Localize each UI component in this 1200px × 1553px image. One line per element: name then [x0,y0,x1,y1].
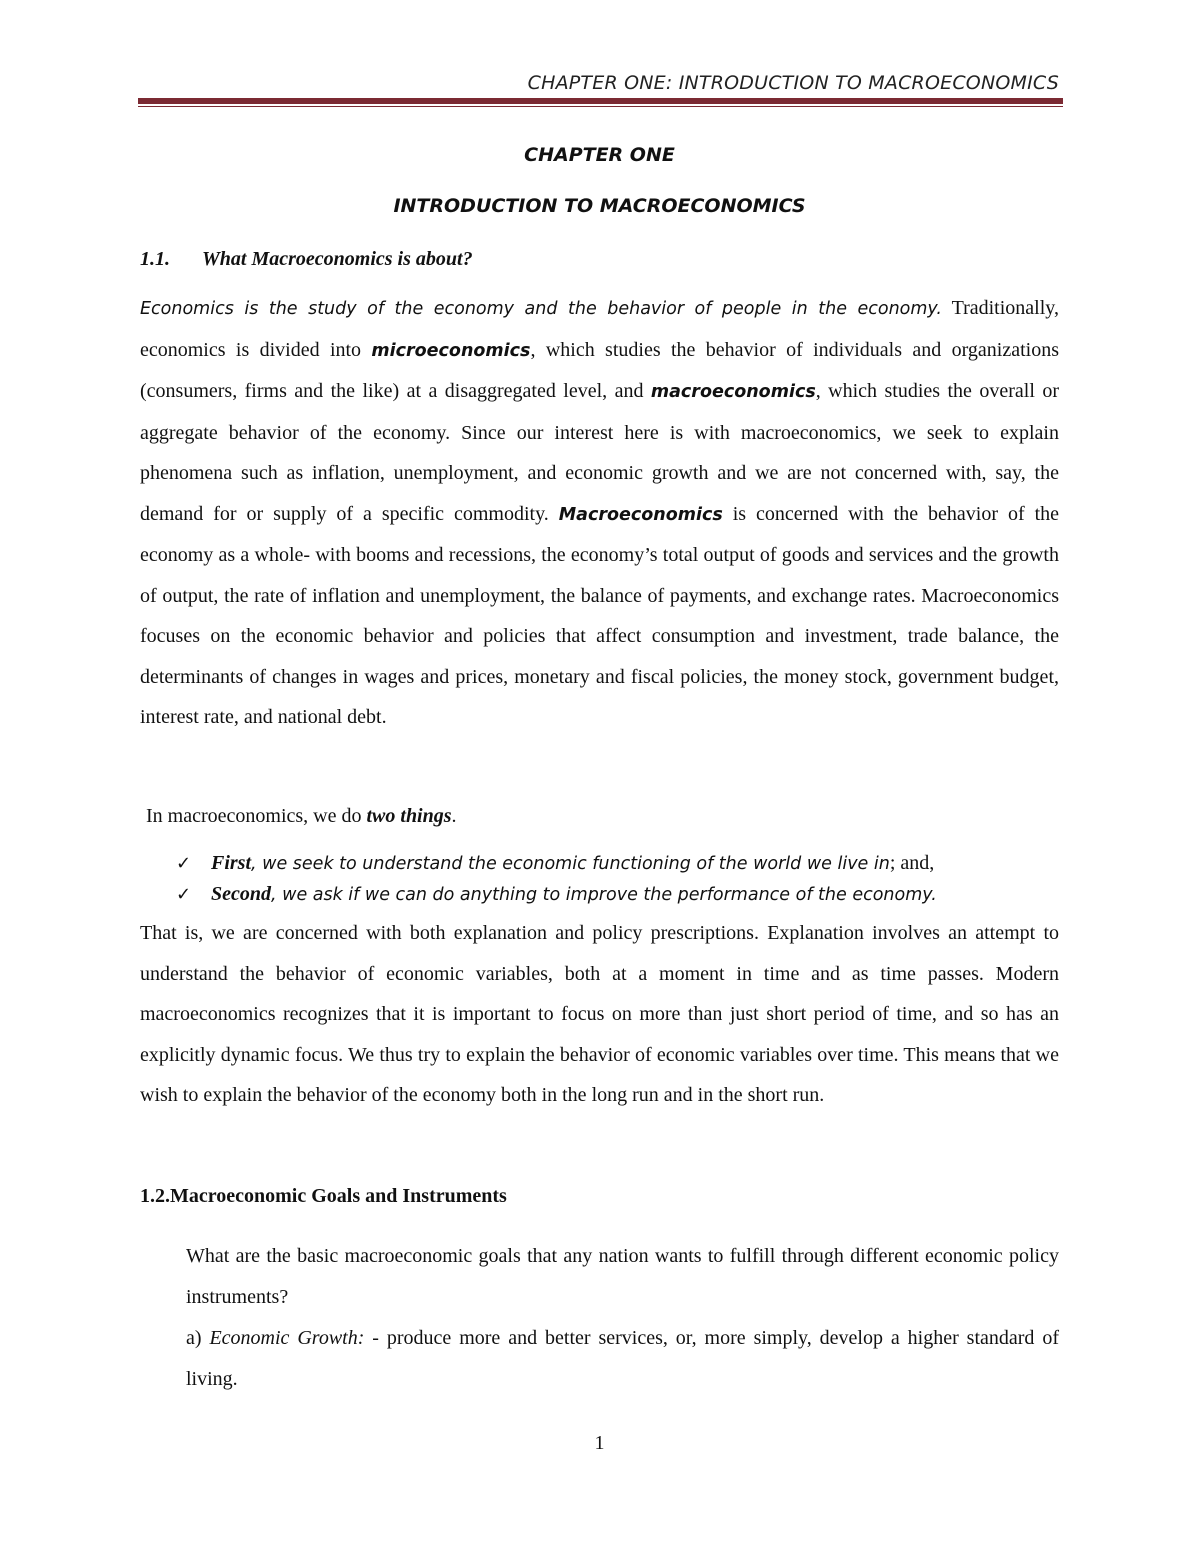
page-number: 1 [594,1432,605,1454]
emphasis-two-things: two things [366,805,452,827]
paragraph-text: Traditionally, economics is divided into [140,297,1059,361]
list-item-tail: ; and, [889,852,935,874]
term-macroeconomics: macroeconomics [650,382,816,402]
section-number: 1.1. [140,248,170,270]
section-title: What Macroeconomics is about? [202,248,473,270]
paragraph-two-things [146,796,1065,837]
paragraph-text: - produce more and better services, or, more simply, develop a higher standard of living. [186,1327,1059,1390]
header-rule-thin [138,106,1063,107]
header-rule [138,98,1063,104]
paragraph-economics-definition [140,288,1059,738]
list-item-text: , we ask if we can do anything to improve the performance of the economy. [271,885,937,905]
list-item-lead: First [211,852,252,874]
chapter-title: CHAPTER ONE [524,144,675,166]
chapter-subtitle: INTRODUCTION TO MACROECONOMICS [393,195,806,217]
list-item-text: , we seek to understand the economic functioning of the world we live in [251,854,890,874]
paragraph-economic-growth [186,1318,1059,1399]
term-microeconomics: microeconomics [371,340,531,361]
paragraph-text: In macroeconomics, we do [146,805,367,827]
paragraph-text: , which studies the behavior of individuals and organizations (consumers, firms and the like) at a disaggregated level, and [140,338,1059,402]
paragraph-text: . [451,805,457,827]
list-item [176,879,1066,910]
item-label: a) [186,1327,210,1349]
paragraph-text: , which studies the overall or aggregate behavior of the economy. Since our interest here is with macroeconomics, we seek to explain phenomena such as inflation, unemployment, and economic growth and we are not concerned with, say, the demand for or supply of a specific commodity. [140,380,1059,525]
running-header: CHAPTER ONE: INTRODUCTION TO MACROECONOMICS [527,72,1059,94]
definition-lead: Economics is the study of the economy and the behavior of people in the economy. [140,299,942,319]
list-item [176,848,1066,879]
paragraph-text: is concerned with the behavior of the economy as a whole- with booms and recessions, the economy’s total output of goods and services and the growth of output, the rate of inflation and unemployment, the balance of payments, and exchange rates. Macroeconomics focuses on the economic behavior and policies that affect consumption and investment, trade balance, the determinants of changes in wages and prices, monetary and fiscal policies, the money stock, government budget, interest rate, and national debt. [140,502,1060,728]
checkmark-icon: ✓ [176,884,192,905]
term-economic-growth: Economic Growth: [209,1327,365,1349]
check-list [176,848,1066,910]
paragraph-goals-question: What are the basic macroeconomic goals that any nation wants to fulfill through different economic policy instruments? [186,1245,1059,1308]
checkmark-icon: ✓ [176,853,192,874]
section-heading-1-2: 1.2.Macroeconomic Goals and Instruments [140,1185,507,1207]
section-heading-1-1 [140,248,1059,271]
list-item-lead: Second [211,883,271,905]
paragraph-explanation: That is, we are concerned with both explanation and policy prescriptions. Explanation involves an attempt to understand the behavior of economic variables, both at a moment in time and as time passes. Modern macroeconomics recognizes that it is important to focus on more than just short period of time, and so has an explicitly dynamic focus. We thus try to explain the behavior of economic variables over time. This means that we wish to explain the behavior of the economy both in the long run and in the short run. [140,922,1059,1106]
term-macroeconomics-2: Macroeconomics [558,504,723,525]
